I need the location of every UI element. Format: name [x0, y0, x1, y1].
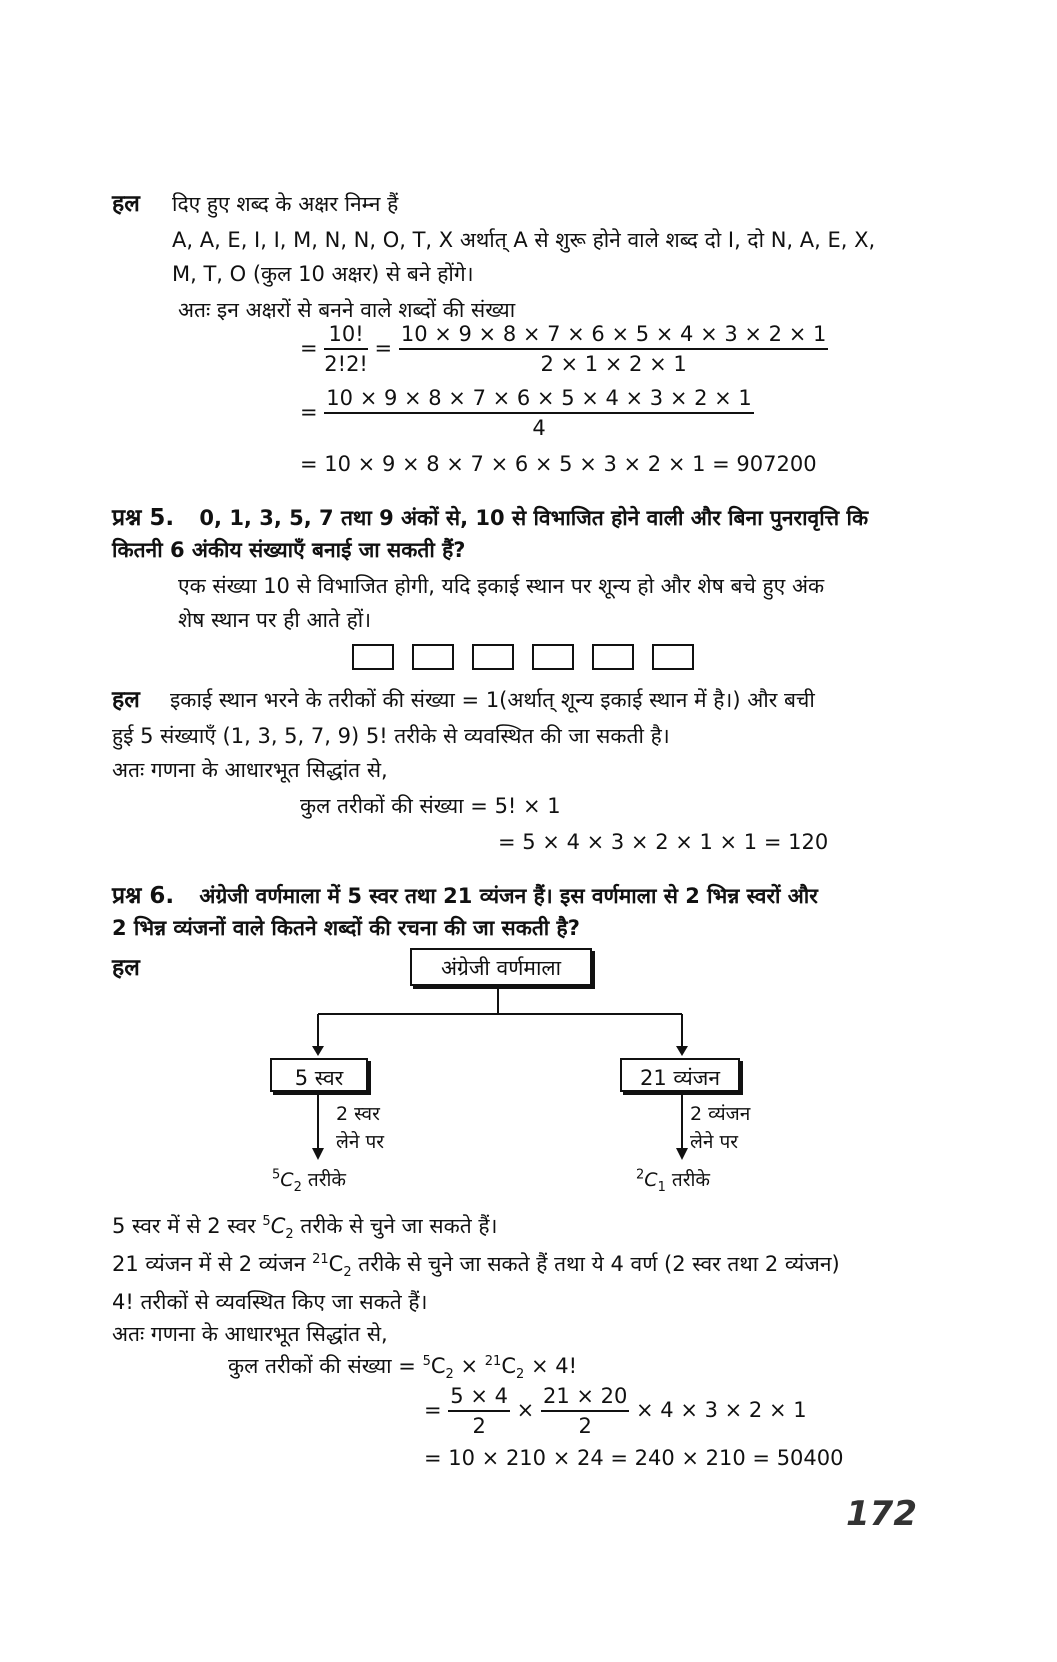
text-line: अतः गणना के आधारभूत सिद्धांत से,	[112, 758, 388, 782]
denominator: 2 × 1 × 2 × 1	[540, 352, 687, 376]
text-line: कुल तरीकों की संख्या = 5! × 1	[300, 794, 561, 818]
result-line: = 5 × 4 × 3 × 2 × 1 × 1 = 120	[498, 830, 829, 854]
diagram-result-right: $^2C_1$ तरीके	[636, 1167, 711, 1195]
fraction-line-1: = $\frac{10!}{2!2!}$ = $\frac{10 \times 9 \times 8 \times 7 \times 6 \times 5 \times 4 \times 3 \times 2 \times 1}{2 \times 1 \times 2 \times 1}$	[300, 322, 827, 376]
question-text: 2 भिन्न व्यंजनों वाले कितने शब्दों की रचना की जा सकती है?	[112, 916, 580, 940]
result-label: तरीके	[307, 1169, 347, 1191]
edge-label: लेने पर	[336, 1131, 385, 1153]
question-text: कितनी 6 अंकीय संख्याएँ बनाई जा सकती हैं?	[112, 538, 466, 562]
result-line: = 10 × 210 × 24 = 240 × 210 = 50400	[424, 1446, 844, 1470]
edge-label: 2 व्यंजन	[690, 1103, 751, 1125]
text-line: कुल तरीकों की संख्या = $^5C_2 \times ^{21}C_2 \times 4$!	[228, 1354, 578, 1383]
text-line: दिए हुए शब्द के अक्षर निम्न हैं	[172, 192, 399, 216]
text-line: हुई 5 संख्याएँ (1, 3, 5, 7, 9) 5! तरीके से व्यवस्थित की जा सकती है।	[112, 724, 670, 748]
fraction-line-2: = $\frac{10 \times 9 \times 8 \times 7 \times 6 \times 5 \times 4 \times 3 \times 2 \times 1}{4}$	[300, 386, 752, 440]
text-segment: तरीके से चुने जा सकते हैं।	[300, 1214, 498, 1238]
numerator: 10 × 9 × 8 × 7 × 6 × 5 × 4 × 3 × 2 × 1	[324, 386, 754, 414]
fraction-line-3: = $\frac{5 \times 4}{2}$ × $\frac{21 \times 20}{2}$ × 4 × 3 × 2 × 1	[424, 1384, 807, 1438]
fraction	[448, 1384, 510, 1438]
text-line: 21 व्यंजन में से 2 व्यंजन $^{21}C_2$ तरीके से चुने जा सकते हैं तथा ये 4 वर्ण (2 स्वर तथा 2 व्यंजन)	[112, 1252, 840, 1281]
text-line: इकाई स्थान भरने के तरीकों की संख्या = 1(अर्थात् शून्य इकाई स्थान में है।) और बची	[170, 688, 815, 712]
text-segment: 21 व्यंजन में से 2 व्यंजन	[112, 1252, 306, 1276]
page-number: 172	[846, 1494, 917, 1534]
text-segment: 5 स्वर में से 2 स्वर	[112, 1214, 256, 1238]
text-line: M, T, O (कुल 10 अक्षर) से बने होंगे।	[172, 262, 474, 286]
denominator: 2	[578, 1414, 592, 1438]
question-text: अंग्रेजी वर्णमाला में 5 स्वर तथा 21 व्यंजन हैं। इस वर्णमाला से 2 भिन्न स्वरों और	[199, 884, 818, 908]
result-label: तरीके	[671, 1169, 711, 1191]
edge-label: लेने पर	[690, 1131, 739, 1153]
text-line: 4! तरीकों से व्यवस्थित किए जा सकते हैं।	[112, 1290, 428, 1314]
numerator: 10 × 9 × 8 × 7 × 6 × 5 × 4 × 3 × 2 × 1	[399, 322, 829, 350]
text-line: अतः इन अक्षरों से बनने वाले शब्दों की संख्या	[178, 298, 516, 322]
diagram-result-left: $^5C_2$ तरीके	[272, 1167, 347, 1195]
question-label: प्रश्न 5.	[112, 505, 175, 531]
result-line: = 10 × 9 × 8 × 7 × 6 × 5 × 3 × 2 × 1 = 907200	[300, 452, 817, 476]
diagram-node-consonants: 21 व्यंजन	[620, 1058, 740, 1092]
numerator: 10!	[324, 322, 368, 350]
denominator: 2	[472, 1414, 486, 1438]
numerator: 5 × 4	[448, 1384, 510, 1412]
solution-label: हल	[112, 191, 140, 217]
numerator: 21 × 20	[541, 1384, 629, 1412]
edge-label: 2 स्वर	[336, 1103, 380, 1125]
fraction	[541, 1384, 629, 1438]
text-line: एक संख्या 10 से विभाजित होगी, यदि इकाई स्थान पर शून्य हो और शेष बचे हुए अंक	[178, 574, 825, 598]
question-label: प्रश्न 6.	[112, 883, 175, 909]
text-line: अतः गणना के आधारभूत सिद्धांत से,	[112, 1322, 388, 1346]
text-line: 5 स्वर में से 2 स्वर $^5C_2$ तरीके से चुने जा सकते हैं।	[112, 1214, 498, 1243]
text-segment: तरीके से चुने जा सकते हैं तथा ये 4 वर्ण (2 स्वर तथा 2 व्यंजन)	[358, 1252, 840, 1276]
text-segment: × 4 × 3 × 2 × 1	[636, 1398, 807, 1422]
text-segment: कुल तरीकों की संख्या =	[228, 1354, 416, 1378]
text-line: A, A, E, I, I, M, N, N, O, T, X अर्थात् A से शुरू होने वाले शब्द दो I, दो N, A, E, X,	[172, 228, 876, 252]
solution-label: हल	[112, 687, 140, 713]
denominator: 4	[532, 416, 546, 440]
solution-label: हल	[112, 955, 140, 981]
denominator: 2!2!	[324, 352, 368, 376]
diagram-node-alphabet: अंग्रेजी वर्णमाला	[410, 948, 592, 986]
text-line: शेष स्थान पर ही आते हों।	[178, 608, 372, 632]
diagram-node-vowels: 5 स्वर	[270, 1058, 368, 1092]
question-text: 0, 1, 3, 5, 7 तथा 9 अंकों से, 10 से विभाजित होने वाली और बिना पुनरावृत्ति कि	[199, 506, 869, 530]
